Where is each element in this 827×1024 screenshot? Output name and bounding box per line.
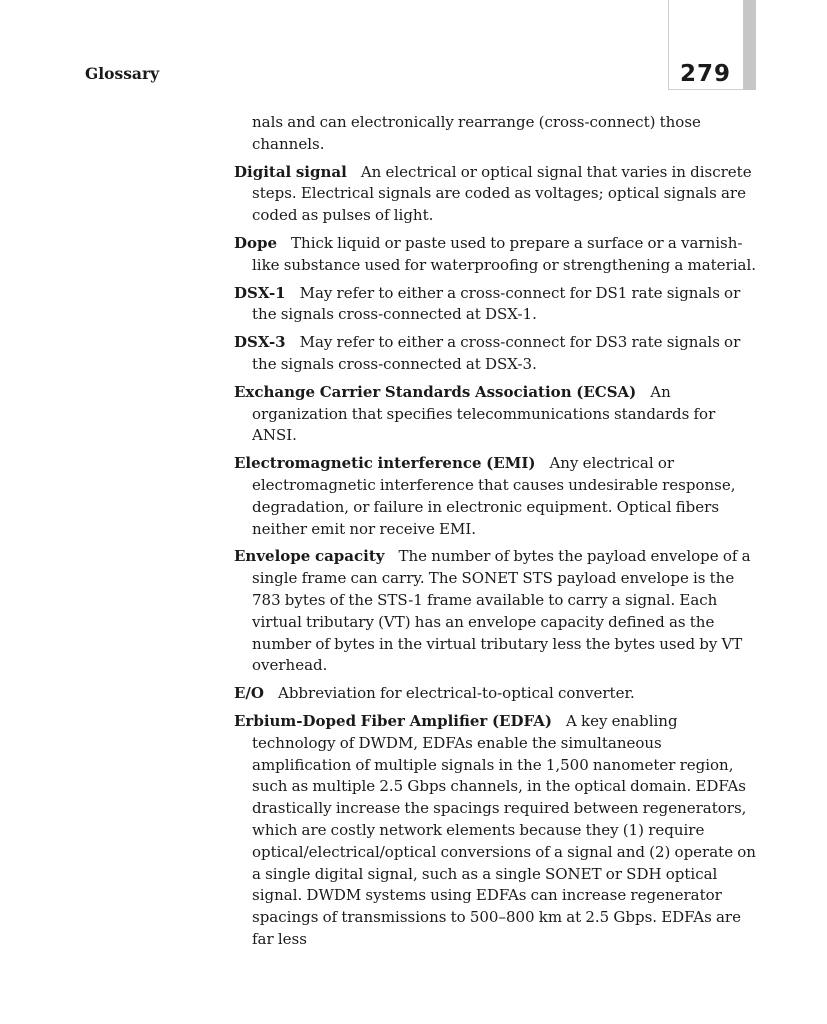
entry-definition: An organization that specifies telecommunications standards for ANSI. <box>252 382 716 445</box>
entry-definition: May refer to either a cross-connect for DS3 rate signals or the signals cross-connected at DSX-3. <box>252 333 741 373</box>
entry-term: DSX-3 <box>234 333 286 352</box>
page-number: 279 <box>679 61 731 87</box>
entry-term: Exchange Carrier Standards Association (ECSA) <box>234 382 637 401</box>
running-head: Glossary <box>85 64 160 83</box>
page-edge-tab <box>743 0 756 90</box>
entry-term: Erbium-Doped Fiber Amplifier (EDFA) <box>234 711 552 730</box>
entry-definition: A key enabling technology of DWDM, EDFAs enable the simultaneous amplification of multiple signals in the 1,500 nanometer region, such as multiple 2.5 Gbps channels, in the optical domain. EDFAs drastically increase the spacings required between regenerators, which are costly network elements because they (1) require optical/electrical/optical conversions of a signal and (2) operate on a single digital signal, such as a single SONET or SDH optical signal. DWDM systems using EDFAs can increase regenerator spacings of transmissions to 500–800 km at 2.5 Gbps. EDFAs are far less <box>252 711 756 948</box>
glossary-entry <box>234 683 758 705</box>
glossary-entry <box>234 382 758 447</box>
glossary-entry <box>234 546 758 677</box>
entry-term: Electromagnetic interference (EMI) <box>234 454 536 473</box>
entry-term: Dope <box>234 233 278 252</box>
glossary-entry <box>234 711 758 951</box>
entry-term: E/O <box>234 684 264 703</box>
glossary-entry <box>234 283 758 327</box>
glossary-entry <box>234 233 758 277</box>
glossary-entry <box>234 332 758 376</box>
entry-definition: Abbreviation for electrical-to-optical converter. <box>277 684 635 703</box>
entry-definition: May refer to either a cross-connect for DS1 rate signals or the signals cross-connected at DSX-1. <box>252 283 741 324</box>
entry-definition: An electrical or optical signal that varies in discrete steps. Electrical signals are coded as voltages; optical signals are coded as pulses of light. <box>252 162 752 225</box>
entry-term: DSX-1 <box>234 283 286 302</box>
glossary-entry <box>234 162 758 227</box>
continued-definition: nals and can electronically rearrange (cross-connect) those channels. <box>252 113 701 153</box>
entry-definition: Any electrical or electromagnetic interference that causes undesirable response, degradation, or failure in electronic equipment. Optical fibers neither emit nor receive EMI. <box>252 454 736 538</box>
entry-definition: The number of bytes the payload envelope of a single frame can carry. The SONET STS payload envelope is the 783 bytes of the STS-1 frame available to carry a signal. Each virtual tributary (VT) has an envelope capacity defined as the number of bytes in the virtual tributary less the bytes used by VT overhead. <box>252 547 751 675</box>
glossary-entry <box>234 453 758 540</box>
entry-term: Digital signal <box>234 162 347 181</box>
entry-definition: Thick liquid or paste used to prepare a surface or a varnish-like substance used for waterproofing or strengthening a material. <box>252 233 757 274</box>
glossary-entries <box>234 112 758 957</box>
entry-term: Envelope capacity <box>234 547 385 566</box>
